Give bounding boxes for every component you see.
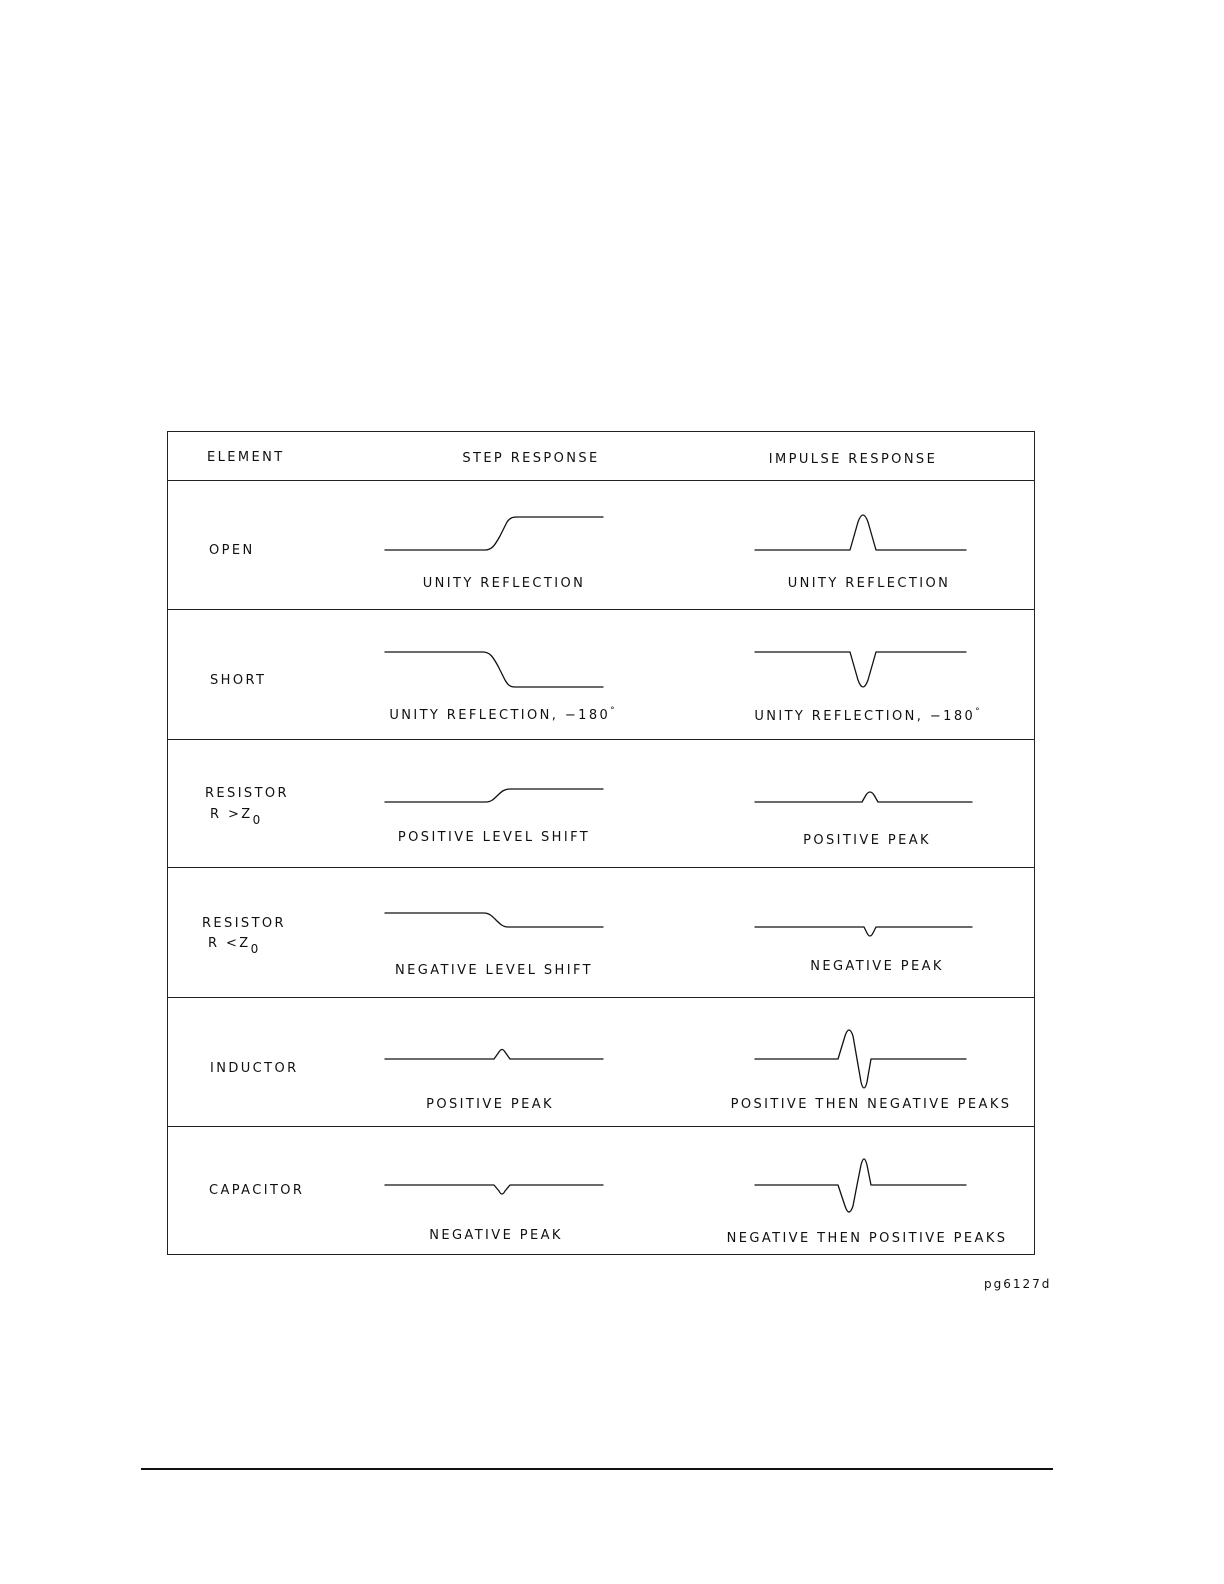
element-label-resistor-high: RESISTOR	[205, 786, 289, 801]
impulse-waveform-inductor	[755, 1030, 966, 1088]
impulse-caption-inductor: POSITIVE THEN NEGATIVE PEAKS	[730, 1097, 1012, 1112]
resistor-low-condition: R <Z0	[208, 936, 259, 956]
impulse-caption-short: UNITY REFLECTION, −180°	[754, 707, 980, 724]
impulse-waveform-capacitor	[755, 1159, 966, 1212]
header-element: ELEMENT	[207, 450, 285, 465]
impulse-waveform-resistor-low	[755, 927, 972, 936]
header-impulse-response: IMPULSE RESPONSE	[768, 452, 938, 467]
element-label-short: SHORT	[210, 673, 267, 688]
impulse-caption-capacitor: NEGATIVE THEN POSITIVE PEAKS	[726, 1231, 1008, 1246]
footer-rule	[141, 1468, 1053, 1470]
step-caption-short: UNITY REFLECTION, −180°	[389, 706, 615, 723]
impulse-caption-resistor-high: POSITIVE PEAK	[803, 833, 931, 848]
figure-id: pg6127d	[984, 1277, 1052, 1291]
step-waveform-resistor-low	[385, 913, 603, 927]
step-waveform-inductor	[385, 1050, 603, 1060]
step-waveform-short	[385, 652, 603, 687]
step-waveform-capacitor	[385, 1185, 603, 1194]
impulse-caption-open: UNITY REFLECTION	[787, 576, 951, 591]
header-step-response: STEP RESPONSE	[462, 451, 600, 466]
step-caption-resistor-high: POSITIVE LEVEL SHIFT	[397, 830, 591, 845]
element-label-resistor-low: RESISTOR	[202, 916, 286, 931]
element-label-inductor: INDUCTOR	[210, 1061, 299, 1076]
element-label-capacitor: CAPACITOR	[209, 1183, 305, 1198]
step-caption-resistor-low: NEGATIVE LEVEL SHIFT	[395, 963, 593, 978]
step-caption-inductor: POSITIVE PEAK	[426, 1097, 554, 1112]
resistor-high-condition: R >Z0	[210, 807, 261, 827]
impulse-caption-resistor-low: NEGATIVE PEAK	[810, 959, 944, 974]
impulse-waveform-short	[755, 652, 966, 687]
element-label-open: OPEN	[209, 543, 255, 558]
step-caption-open: UNITY REFLECTION	[422, 576, 586, 591]
step-waveform-resistor-high	[385, 789, 603, 802]
impulse-waveform-open	[755, 515, 966, 550]
step-caption-capacitor: NEGATIVE PEAK	[429, 1228, 563, 1243]
impulse-waveform-resistor-high	[755, 792, 972, 802]
step-waveform-open	[385, 517, 603, 550]
